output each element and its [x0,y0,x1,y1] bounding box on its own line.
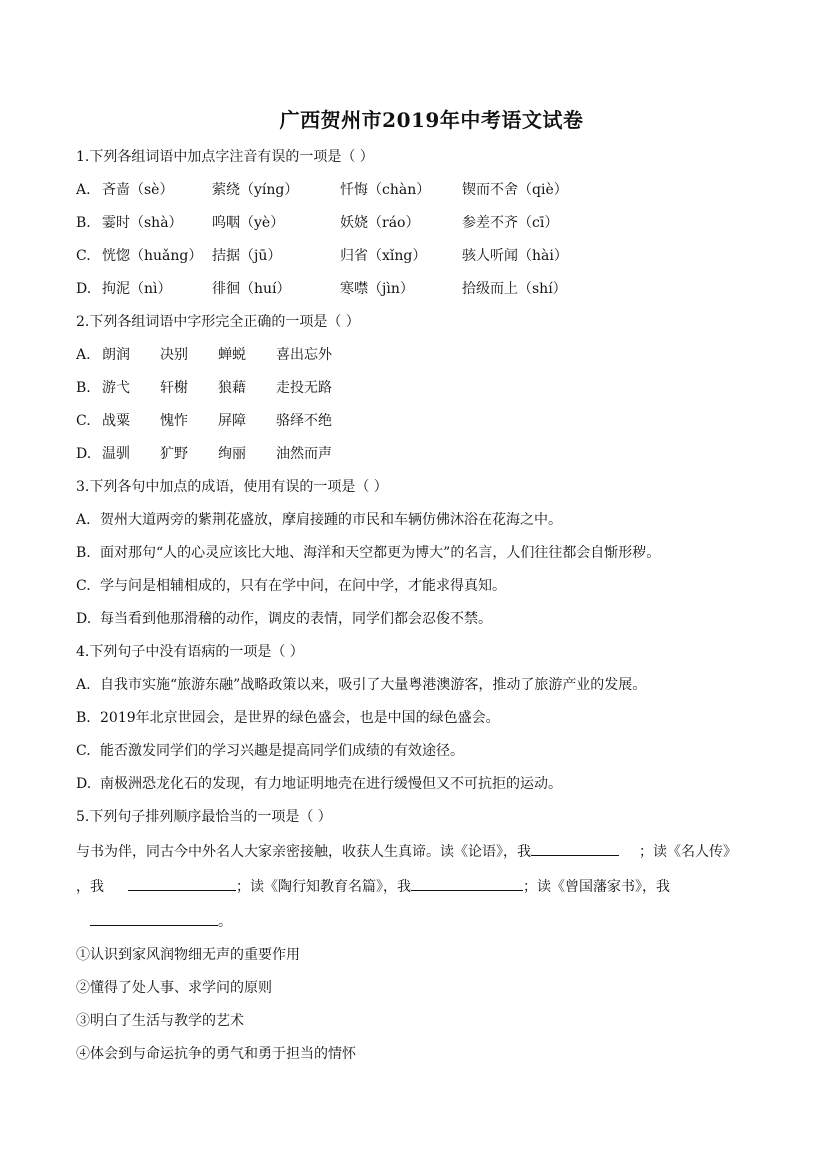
option-item: 吝啬（sè） [102,182,174,198]
question-5-item-4: ④体会到与命运抗争的勇气和勇于担当的情怀 [76,1046,356,1062]
option-letter: A. [76,677,91,693]
option-item: 归省（xǐng） [340,248,427,264]
option-item: 霎时（shà） [102,215,183,231]
question-4-stem: 4.下列句子中没有语病的一项是（ ） [76,644,304,660]
option-item: 徘徊（huí） [212,281,291,297]
option-item: 愧怍 [160,413,188,429]
option-letter: B. [76,710,91,726]
question-1-stem: 1.下列各组词语中加点字注音有误的一项是（ ） [76,149,374,165]
option-text: 自我市实施“旅游东融”战略政策以来，吸引了大量粤港澳游客，推动了旅游产业的发展。 [100,677,647,693]
option-letter: B. [76,545,91,561]
option-item: 走投无路 [276,380,332,396]
option-letter: D. [76,611,92,627]
question-3-option-a [76,510,787,530]
question-2-option-c [76,411,787,431]
option-item: 锲而不舍（qiè） [462,182,568,198]
option-letter: A. [76,182,91,198]
option-item: 温驯 [102,446,130,462]
passage-text: 。 [218,914,232,930]
option-text: 2019年北京世园会，是世界的绿色盛会，也是中国的绿色盛会。 [100,710,500,726]
passage-text: ；读《曾国藩家书》，我 [523,879,670,895]
option-item: 战粟 [102,413,130,429]
option-item: 绚丽 [218,446,246,462]
question-2-option-a [76,345,787,365]
option-item: 拾级而上（shí） [462,281,567,297]
answer-blank [90,910,218,926]
question-4-option-a [76,675,787,695]
question-2-option-d [76,444,787,464]
option-item: 萦绕（yíng） [212,182,299,198]
option-letter: A. [76,512,91,528]
question-2-stem: 2.下列各组词语中字形完全正确的一项是（ ） [76,314,360,330]
option-text: 面对那句“人的心灵应该比大地、海洋和天空都更为博大”的名言，人们往往都会自惭形秽。 [100,545,661,561]
option-item: 呜咽（yè） [212,215,285,231]
question-5-passage-line-3 [76,910,787,932]
option-item: 骇人听闻（hài） [462,248,568,264]
passage-text: ，我 [76,879,104,895]
option-letter: C. [76,248,91,264]
option-item: 轩榭 [160,380,188,396]
option-letter: D. [76,776,92,792]
question-5-item-3: ③明白了生活与教学的艺术 [76,1013,244,1029]
answer-blank [531,840,619,856]
option-item: 忏悔（chàn） [340,182,431,198]
option-item: 骆绎不绝 [276,413,332,429]
answer-blank [128,875,236,891]
question-5-item-2: ②懂得了处人事、求学问的原则 [76,980,272,996]
option-text: 南极洲恐龙化石的发现，有力地证明地壳在进行缓慢但又不可抗拒的运动。 [100,776,562,792]
option-item: 决别 [160,347,188,363]
option-item: 屏障 [218,413,246,429]
option-text: 能否激发同学们的学习兴趣是提高同学们成绩的有效途径。 [100,743,464,759]
option-item: 朗润 [102,347,130,363]
option-item: 参差不齐（cī） [462,215,559,231]
option-letter: C. [76,413,91,429]
option-text: 每当看到他那滑稽的动作，调皮的表情，同学们都会忍俊不禁。 [100,611,492,627]
option-item: 油然而声 [276,446,332,462]
option-item: 蝉蜕 [218,347,246,363]
question-5 [76,807,787,1064]
option-letter: C. [76,578,91,594]
option-text: 贺州大道两旁的紫荆花盛放，摩肩接踵的市民和车辆仿佛沐浴在花海之中。 [100,512,562,528]
question-4 [76,642,787,794]
question-4-option-b [76,708,787,728]
option-text: 学与问是相辅相成的，只有在学中问，在问中学，才能求得真知。 [100,578,506,594]
question-1-option-c [76,246,787,266]
question-3 [76,477,787,629]
option-letter: A. [76,347,91,363]
question-1-option-d [76,279,787,299]
question-1 [76,147,787,299]
option-letter: D. [76,281,92,297]
question-3-stem: 3.下列各句中加点的成语，使用有误的一项是（ ） [76,479,388,495]
option-item: 寒噤（jìn） [340,281,414,297]
passage-text: 与书为伴，同古今中外名人大家亲密接触，收获人生真谛。读《论语》，我 [76,844,531,860]
question-2 [76,312,787,464]
question-3-option-d [76,609,787,629]
question-4-option-c [76,741,787,761]
option-item: 拘泥（nì） [102,281,172,297]
passage-text: ；读《名人传》 [639,844,737,860]
question-5-item-1: ①认识到家风润物细无声的重要作用 [76,947,300,963]
question-5-passage-line-2 [76,875,787,897]
question-3-option-c [76,576,787,596]
option-letter: B. [76,215,91,231]
option-letter: C. [76,743,91,759]
passage-text: ；读《陶行知教育名篇》，我 [236,879,411,895]
question-5-stem: 5.下列句子排列顺序最恰当的一项是（ ） [76,809,332,825]
question-2-option-b [76,378,787,398]
question-1-option-b [76,213,787,233]
option-item: 妖娆（ráo） [340,215,420,231]
option-item: 狼藉 [218,380,246,396]
answer-blank [411,875,523,891]
option-item: 恍惚（huǎng） [102,248,203,264]
question-3-option-b [76,543,787,563]
option-item: 犷野 [160,446,188,462]
option-letter: B. [76,380,91,396]
question-5-passage-line-1 [76,840,787,862]
question-4-option-d [76,774,787,794]
option-item: 游弋 [102,380,130,396]
page-title: 广西贺州市2019年中考语文试卷 [279,108,584,132]
option-item: 喜出忘外 [276,347,332,363]
option-letter: D. [76,446,92,462]
question-1-option-a [76,180,787,200]
option-item: 拮据（jū） [212,248,282,264]
